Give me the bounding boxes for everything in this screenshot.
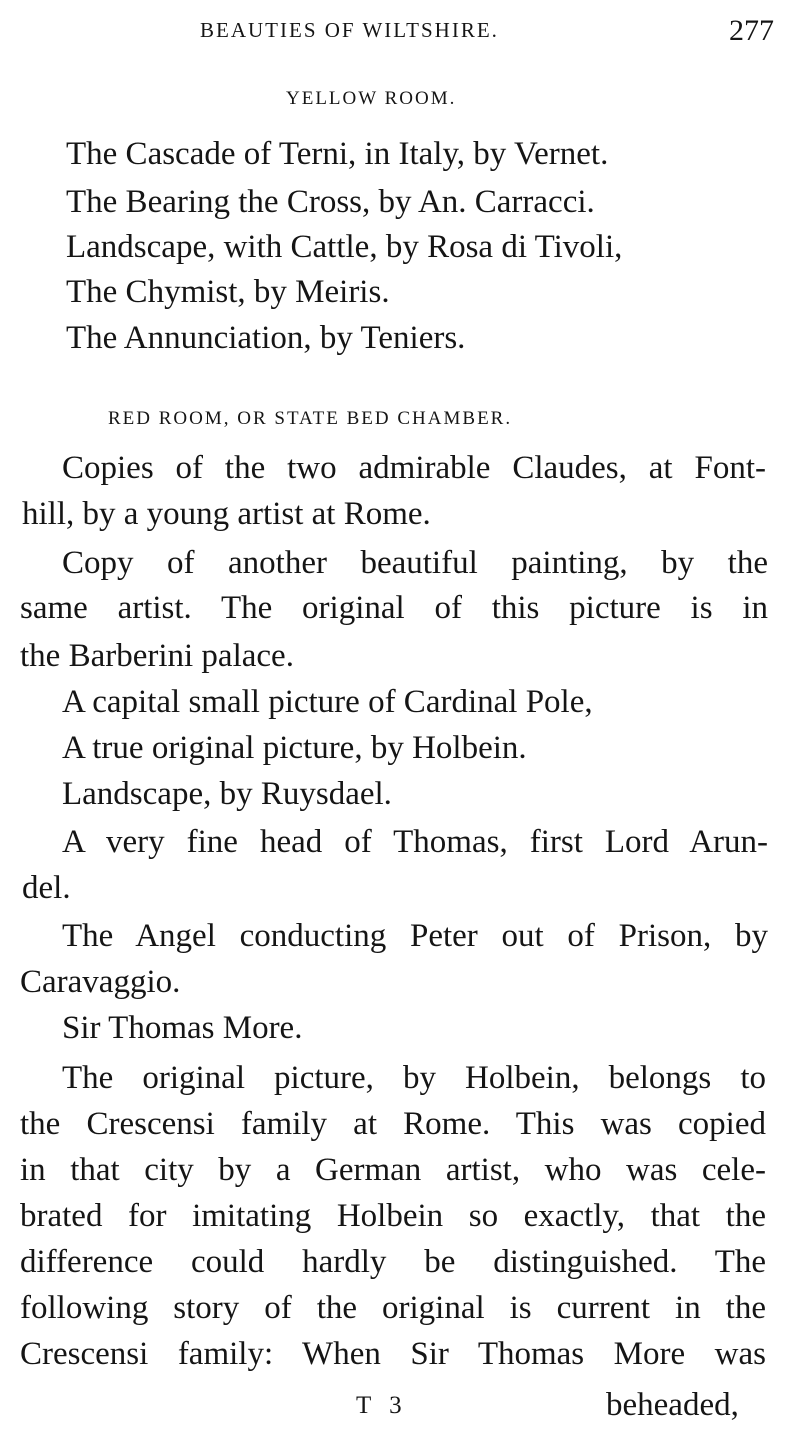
catchword: beheaded, [606,1387,739,1423]
text-line: Copies of the two admirable Claudes, at Font- [62,450,766,486]
text-line: same artist. The original of this picture is in [20,590,768,626]
list-item: Landscape, with Cattle, by Rosa di Tivoli, [66,229,623,265]
list-item: The Bearing the Cross, by An. Carracci. [66,184,595,220]
text-line: Landscape, by Ruysdael. [62,776,392,812]
text-line: the Crescensi family at Rome. This was copied [20,1106,766,1142]
text-line: the Barberini palace. [20,638,294,674]
text-line: Copy of another beautiful painting, by the [62,545,768,581]
text-line: The Angel conducting Peter out of Prison, by [62,918,768,954]
text-line: Caravaggio. [20,964,181,1000]
text-line: Crescensi family: When Sir Thomas More was [20,1336,766,1372]
text-line: A capital small picture of Cardinal Pole, [62,684,593,720]
section-heading-red-room: RED ROOM, OR STATE BED CHAMBER. [108,408,513,429]
text-line: hill, by a young artist at Rome. [22,496,431,532]
running-title: BEAUTIES OF WILTSHIRE. [200,18,499,42]
text-line: A true original picture, by Holbein. [62,730,527,766]
text-line: The original picture, by Holbein, belongs to [62,1060,766,1096]
signature-mark: T 3 [356,1392,408,1419]
list-item: The Cascade of Terni, in Italy, by Vernet. [66,136,609,172]
section-heading-yellow-room: YELLOW ROOM. [286,88,457,109]
text-line: A very fine head of Thomas, first Lord Arun- [62,824,768,860]
text-line: del. [22,870,71,906]
text-line: Sir Thomas More. [62,1010,303,1046]
page-number: 277 [729,14,774,47]
text-line: following story of the original is current in the [20,1290,766,1326]
text-line: difference could hardly be distinguished. The [20,1244,766,1280]
text-line: in that city by a German artist, who was cele- [20,1152,766,1188]
text-line: brated for imitating Holbein so exactly, that the [20,1198,766,1234]
list-item: The Annunciation, by Teniers. [66,320,466,356]
list-item: The Chymist, by Meiris. [66,274,390,310]
